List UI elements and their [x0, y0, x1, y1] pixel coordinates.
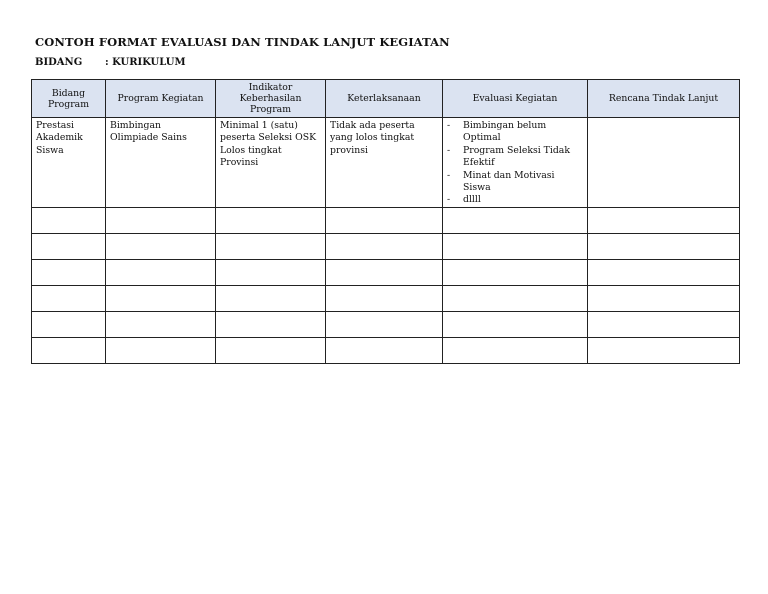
- empty-cell: [326, 286, 443, 312]
- list-item: - Bimbingan belum Optimal: [447, 120, 583, 145]
- header-keterlaksanaan: Keterlaksanaan: [326, 80, 443, 118]
- table-row: [32, 208, 740, 234]
- empty-cell: [216, 234, 326, 260]
- table-header-row: [32, 80, 740, 118]
- header-indikator: Indikator Keberhasilan Program: [216, 80, 326, 118]
- table-row: [32, 286, 740, 312]
- empty-cell: [588, 234, 740, 260]
- list-item: - Minat dan Motivasi Siswa: [447, 170, 583, 195]
- empty-cell: [443, 260, 588, 286]
- empty-cell: [443, 312, 588, 338]
- table-row: [32, 234, 740, 260]
- bidang-value: : KURIKULUM: [105, 57, 186, 68]
- empty-cell: [326, 260, 443, 286]
- empty-cell: [32, 286, 106, 312]
- header-rencana: Rencana Tindak Lanjut: [588, 80, 740, 118]
- empty-cell: [216, 338, 326, 364]
- cell-evaluasi: [443, 118, 588, 208]
- empty-cell: [216, 208, 326, 234]
- empty-cell: [326, 208, 443, 234]
- empty-cell: [588, 286, 740, 312]
- bidang-label: BIDANG: [35, 57, 83, 68]
- empty-cell: [216, 312, 326, 338]
- empty-cell: [443, 338, 588, 364]
- empty-cell: [106, 234, 216, 260]
- empty-cell: [216, 286, 326, 312]
- empty-cell: [443, 208, 588, 234]
- empty-cell: [443, 234, 588, 260]
- evaluasi-list: [447, 120, 583, 207]
- empty-cell: [326, 338, 443, 364]
- table-row: [32, 338, 740, 364]
- empty-cell: [32, 208, 106, 234]
- cell-keterlaksanaan: Tidak ada peserta yang lolos tingkat provinsi: [326, 118, 443, 208]
- cell-indikator: Minimal 1 (satu) peserta Seleksi OSK Lolos tingkat Provinsi: [216, 118, 326, 208]
- empty-cell: [588, 338, 740, 364]
- evaluation-table: [31, 79, 740, 364]
- document-title: CONTOH FORMAT EVALUASI DAN TINDAK LANJUT KEGIATAN: [35, 35, 450, 49]
- empty-cell: [588, 260, 740, 286]
- empty-cell: [106, 338, 216, 364]
- list-item: - Program Seleksi Tidak Efektif: [447, 145, 583, 170]
- cell-program: Bimbingan Olimpiade Sains: [106, 118, 216, 208]
- empty-cell: [32, 338, 106, 364]
- empty-cell: [106, 260, 216, 286]
- table-row: [32, 118, 740, 208]
- empty-cell: [106, 286, 216, 312]
- table-row: [32, 312, 740, 338]
- empty-cell: [588, 312, 740, 338]
- empty-cell: [32, 260, 106, 286]
- empty-cell: [32, 234, 106, 260]
- empty-cell: [326, 234, 443, 260]
- table-row: [32, 260, 740, 286]
- header-program-kegiatan: Program Kegiatan: [106, 80, 216, 118]
- empty-cell: [106, 312, 216, 338]
- header-evaluasi: Evaluasi Kegiatan: [443, 80, 588, 118]
- empty-cell: [32, 312, 106, 338]
- empty-cell: [216, 260, 326, 286]
- empty-cell: [326, 312, 443, 338]
- empty-cell: [443, 286, 588, 312]
- empty-cell: [588, 208, 740, 234]
- cell-rencana: [588, 118, 740, 208]
- cell-bidang: Prestasi Akademik Siswa: [32, 118, 106, 208]
- empty-cell: [106, 208, 216, 234]
- bidang-field: [35, 57, 186, 68]
- list-item: - dllll: [447, 194, 583, 206]
- header-bidang-program: Bidang Program: [32, 80, 106, 118]
